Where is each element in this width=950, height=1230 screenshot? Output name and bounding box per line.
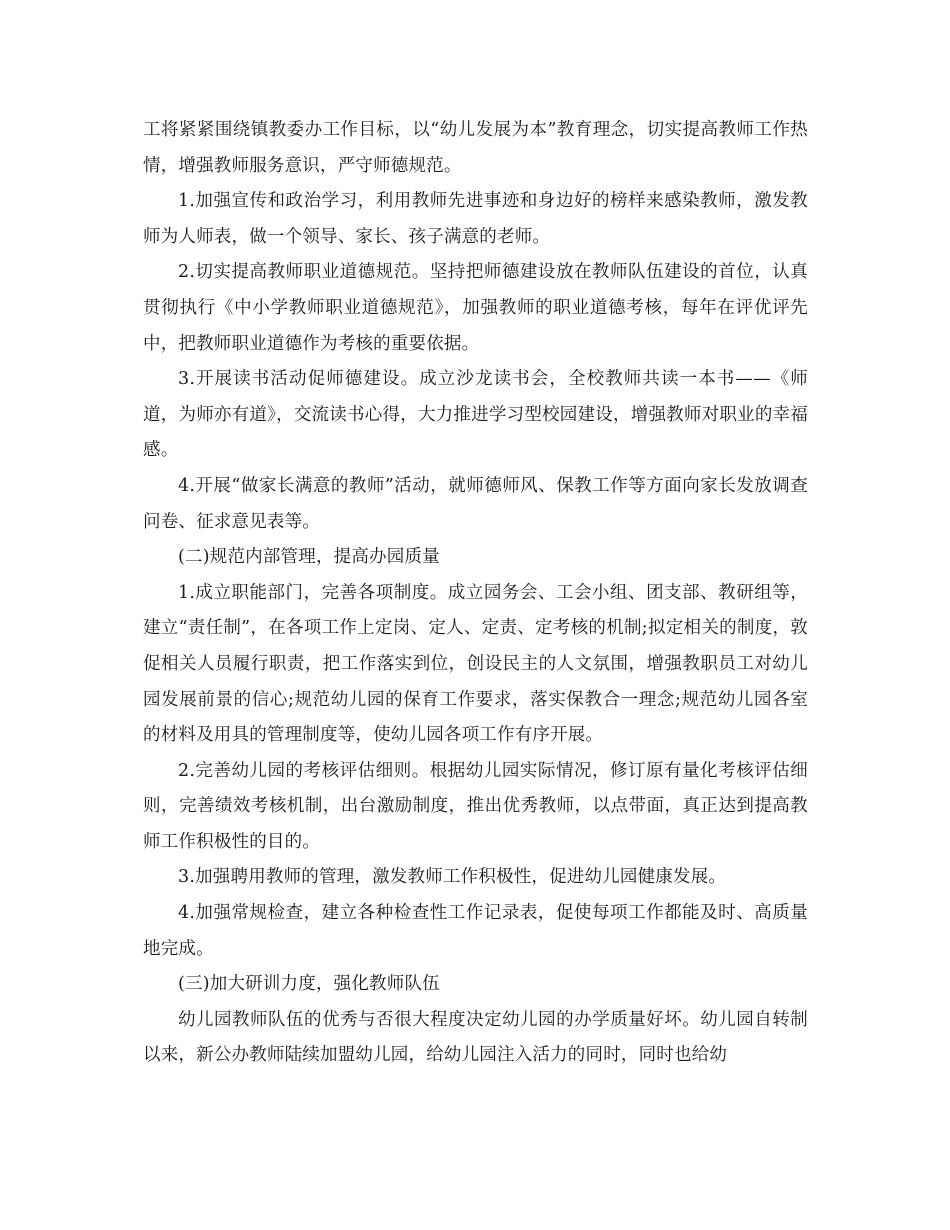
paragraph-training: 幼儿园教师队伍的优秀与否很大程度决定幼儿园的办学质量好坏。幼儿园自转制以来，新公办教师陆续加盟幼儿园，给幼儿园注入活力的同时，同时也给幼 xyxy=(143,1009,808,1066)
paragraph-intro-continued: 工将紧紧围绕镇教委办工作目标，以“幼儿发展为本”教育理念，切实提高教师工作热情，增强教师服务意识，严守师德规范。 xyxy=(143,120,808,176)
section-heading-3: (三)加大研训力度，强化教师队伍 xyxy=(178,974,440,995)
document-body xyxy=(143,113,808,1074)
paragraph-item-1-publicity: 1.加强宣传和政治学习，利用教师先进事迹和身边好的榜样来感染教师，激发教师为人师表，做一个领导、家长、孩子满意的老师。 xyxy=(143,191,808,247)
paragraph-management-1: 1.成立职能部门，完善各项制度。成立园务会、工会小组、团支部、教研组等，建立“责任制”，在各项工作上定岗、定人、定责、定考核的机制;拟定相关的制度，敦促相关人员履行职责，把工作落实到位，创设民主的人文氛围，增强教职员工对幼儿园发展前景的信心;规范幼儿园的保育工作要求，落实保教合一理念;规范幼儿园各室的材料及用具的管理制度等，使幼儿园各项工作有序开展。 xyxy=(143,582,808,746)
paragraph-item-3-reading: 3.开展读书活动促师德建设。成立沙龙读书会，全校教师共读一本书——《师道，为师亦有道》，交流读书心得，大力推进学习型校园建设，增强教师对职业的幸福感。 xyxy=(143,369,808,461)
paragraph-management-3: 3.加强聘用教师的管理，激发教师工作积极性，促进幼儿园健康发展。 xyxy=(178,867,727,888)
paragraph-item-4-parents: 4.开展“做家长满意的教师”活动，就师德师风、保教工作等方面向家长发放调查问卷、征求意见表等。 xyxy=(143,475,808,532)
section-heading-2: (二)规范内部管理，提高办园质量 xyxy=(178,547,440,568)
paragraph-management-2: 2.完善幼儿园的考核评估细则。根据幼儿园实际情况，修订原有量化考核评估细则，完善绩效考核机制，出台激励制度，推出优秀教师，以点带面，真正达到提高教师工作积极性的目的。 xyxy=(143,760,808,852)
paragraph-management-4: 4.加强常规检查，建立各种检查性工作记录表，促使每项工作都能及时、高质量地完成。 xyxy=(143,903,808,959)
paragraph-item-2-ethics: 2.切实提高教师职业道德规范。坚持把师德建设放在教师队伍建设的首位，认真贯彻执行《中小学教师职业道德规范》，加强教师的职业道德考核，每年在评优评先中，把教师职业道德作为考核的重要依据。 xyxy=(143,262,808,354)
